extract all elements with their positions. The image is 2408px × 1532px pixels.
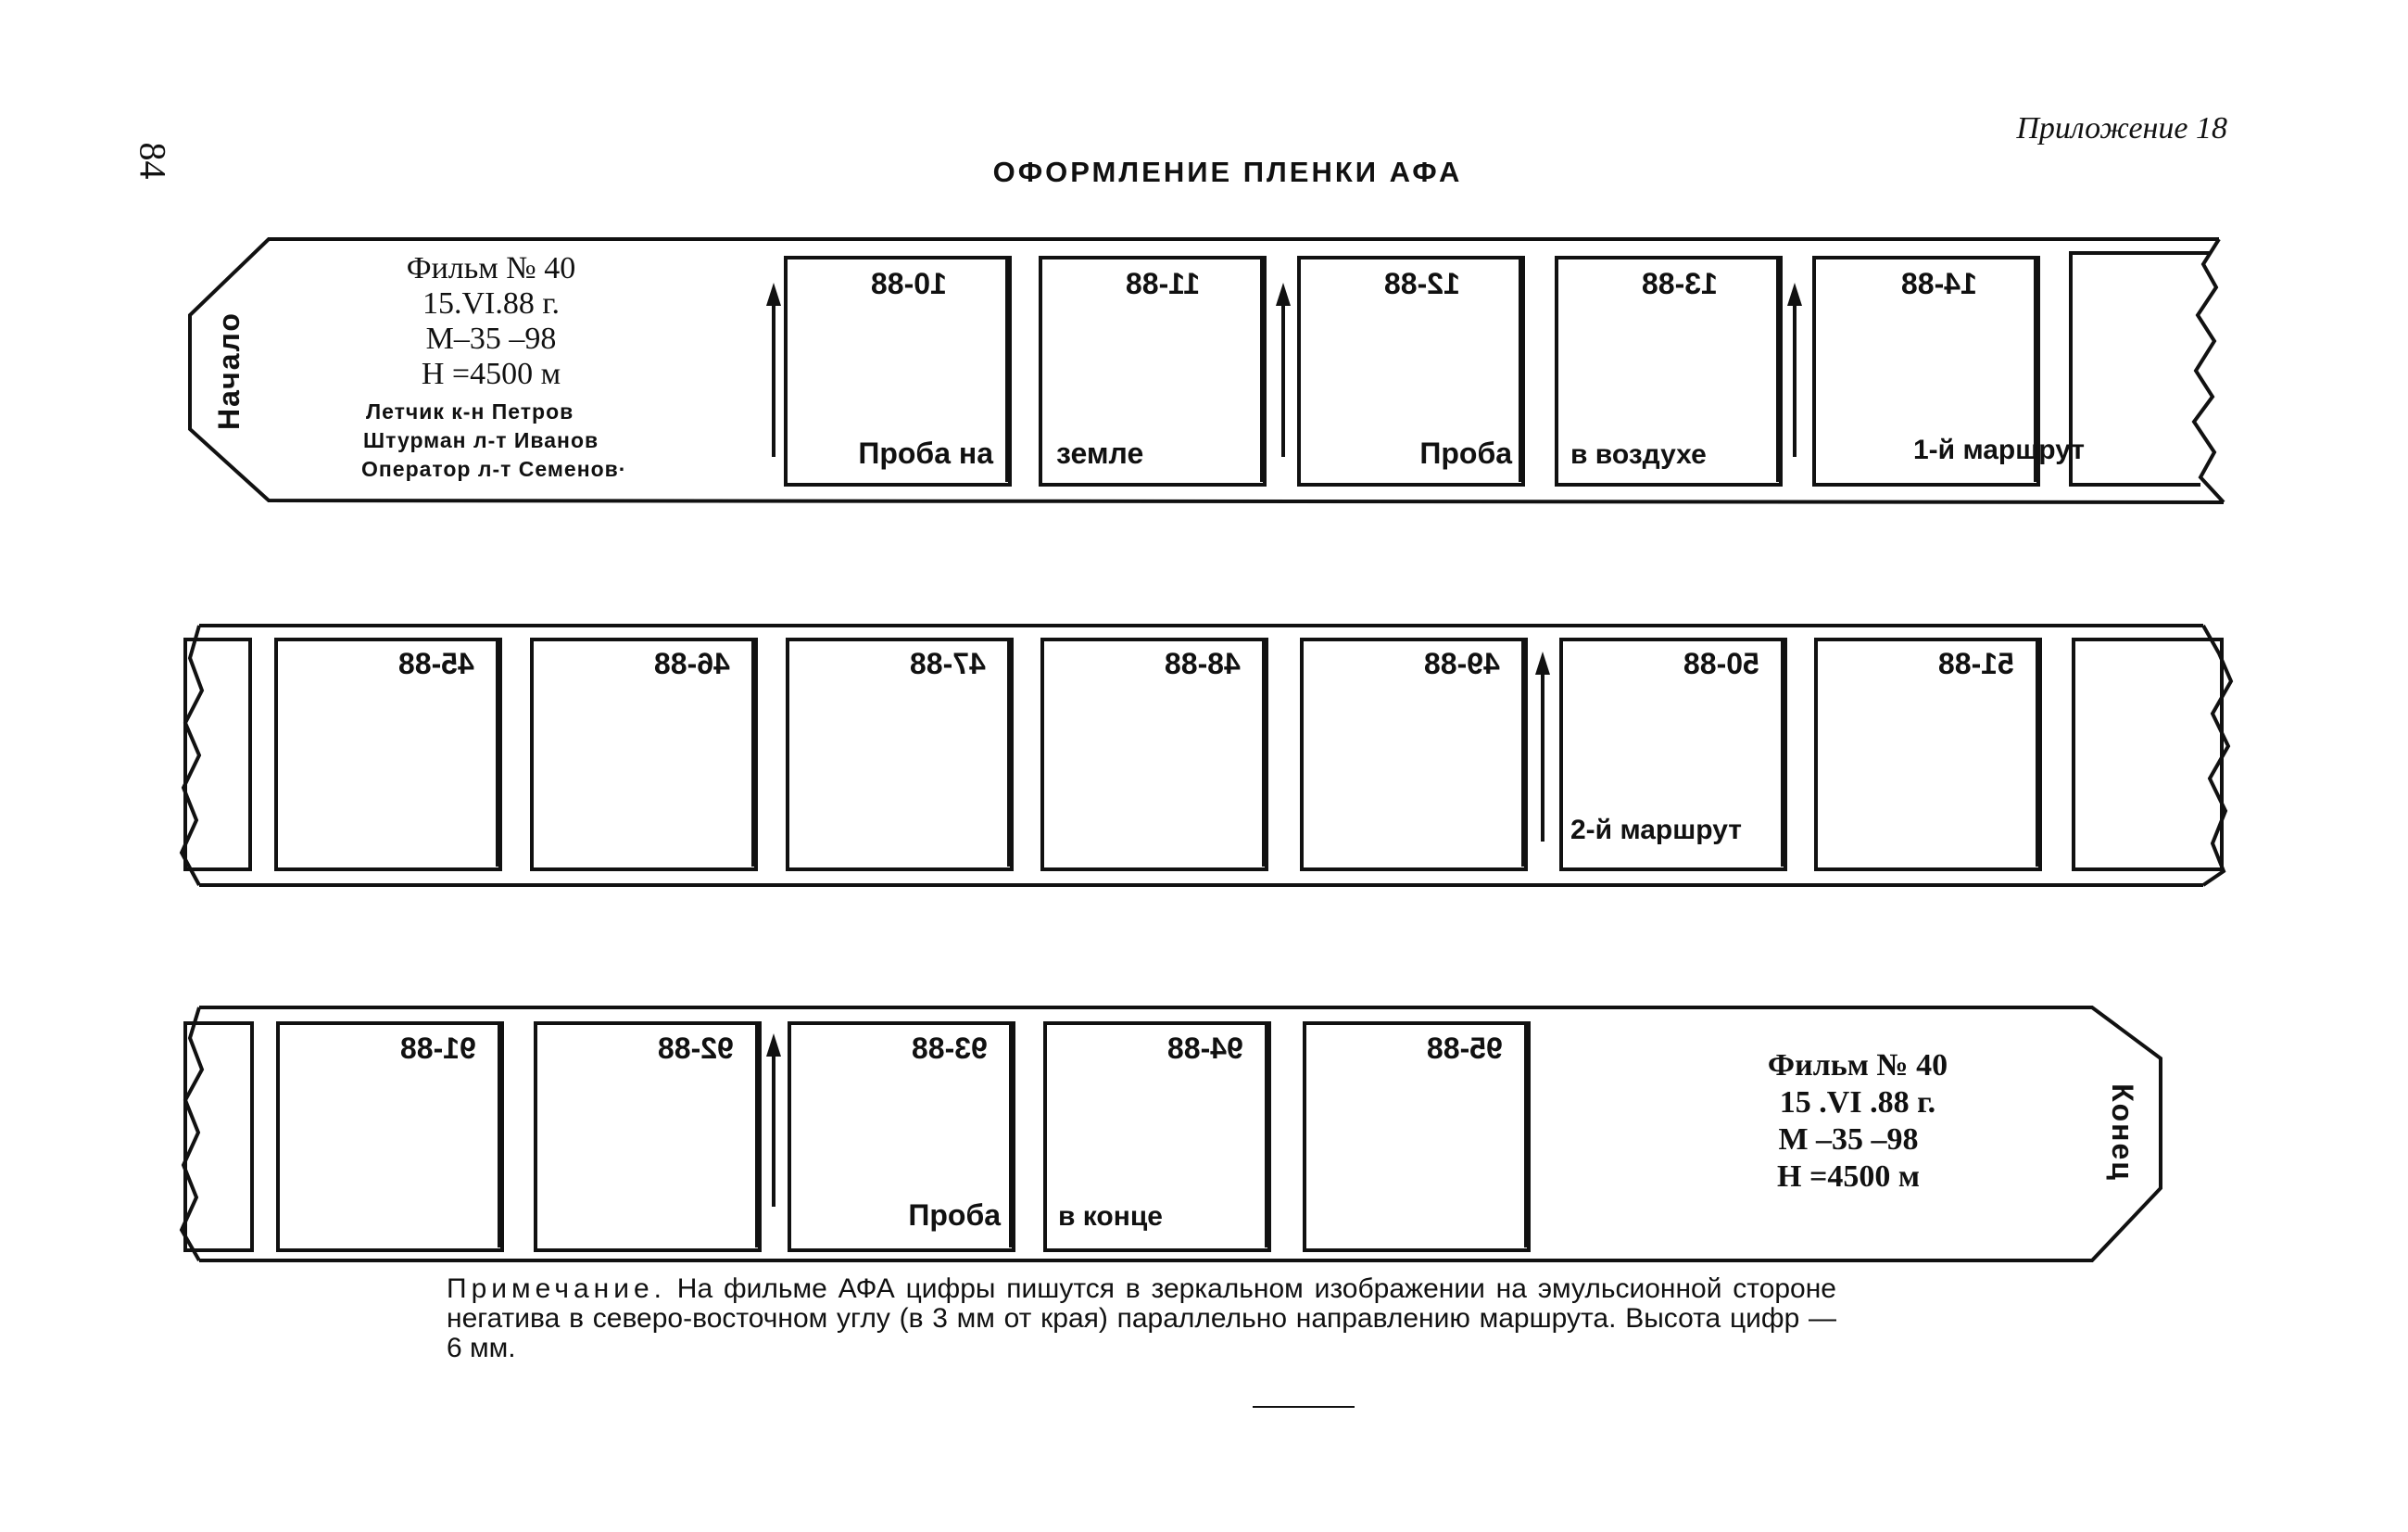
strip-1-info-line: Н =4500 м — [421, 357, 561, 391]
strip-3-info-line: Фильм № 40 — [1767, 1048, 1948, 1083]
frame-caption: 1-й маршрут — [1913, 435, 2085, 465]
end-rule — [1253, 1406, 1355, 1408]
crew-line: Штурман л-т Иванов — [363, 428, 599, 452]
start-label: Начало — [212, 311, 246, 430]
frame-caption: Проба — [908, 1198, 1001, 1232]
frame-caption: 2-й маршрут — [1570, 815, 1742, 845]
frame-number: 11-88 — [1126, 267, 1201, 300]
frame-number: 45-88 — [398, 647, 474, 680]
end-label: Конец — [2106, 1083, 2139, 1182]
frame — [786, 258, 1010, 485]
film-strip-3 — [0, 1003, 2408, 1281]
footnote-text: На фильме АФА цифры пишутся в зеркальном изображении на эмульсионной стороне негатива в северо-восточном углу (в 3 мм от края) параллельно направлению маршрута. Высота цифр — 6 мм. — [447, 1273, 1836, 1363]
frame — [1299, 258, 1523, 485]
page-title: ОФОРМЛЕНИЕ ПЛЕНКИ АФА — [992, 156, 1463, 188]
frame — [1302, 639, 1526, 869]
partial-frame — [2071, 253, 2210, 485]
frame — [1045, 1023, 1269, 1250]
film-strip-1 — [0, 232, 2408, 510]
frame-number: 92-88 — [658, 1032, 734, 1065]
frame-number: 95-88 — [1427, 1032, 1503, 1065]
frame — [536, 1023, 760, 1250]
route-arrow — [1787, 283, 1802, 457]
appendix-label: Приложение 18 — [2016, 111, 2227, 146]
film-strip-2 — [0, 616, 2408, 913]
crew-line: Летчик к-н Петров — [366, 399, 574, 424]
frame-number: 47-88 — [910, 647, 986, 680]
frame — [788, 639, 1012, 869]
route-arrow — [1535, 652, 1550, 842]
frame-number: 93-88 — [912, 1032, 988, 1065]
frame — [1816, 639, 2040, 869]
route-arrow — [1276, 283, 1291, 457]
frame — [789, 1023, 1014, 1250]
page-number: 84 — [132, 142, 174, 180]
footnote-label: Примечание. — [447, 1273, 666, 1304]
strip-3-info-line: Н =4500 м — [1777, 1159, 1920, 1194]
frame-number: 10-88 — [871, 267, 947, 300]
footnote — [447, 1274, 1836, 1363]
frame — [1557, 258, 1781, 485]
frame-number: 14-88 — [1901, 267, 1977, 300]
strip-2-right-torn-edge — [2203, 626, 2231, 885]
frame — [1042, 639, 1267, 869]
frame-number: 49-88 — [1424, 647, 1500, 680]
frame — [1561, 639, 1785, 869]
frame — [1305, 1023, 1529, 1250]
strip-1-info-line: М–35 –98 — [425, 322, 557, 356]
frame — [276, 639, 500, 869]
frame-caption: в конце — [1058, 1201, 1163, 1232]
frame-number: 50-88 — [1683, 647, 1759, 680]
frame — [1814, 258, 2085, 485]
frame-caption: Проба — [1419, 437, 1512, 470]
frame-number: 94-88 — [1167, 1032, 1243, 1065]
frame-number: 91-88 — [400, 1032, 476, 1065]
frame-caption: в воздухе — [1570, 439, 1707, 470]
frame-caption: земле — [1056, 437, 1144, 470]
frame-number: 48-88 — [1165, 647, 1241, 680]
frame — [278, 1023, 502, 1250]
strip-3-info-line: 15 .VI .88 г. — [1779, 1085, 1936, 1120]
route-arrow — [766, 283, 781, 457]
crew-line: Оператор л-т Семенов· — [361, 457, 627, 481]
strip-1-torn-edge — [2194, 239, 2224, 502]
frame — [1040, 258, 1265, 485]
strip-1-info-line: 15.VI.88 г. — [422, 286, 560, 321]
strip-1-info-line: Фильм № 40 — [406, 251, 576, 285]
partial-frame — [2074, 639, 2222, 869]
frame-number: 46-88 — [654, 647, 730, 680]
strip-3-info-line: М –35 –98 — [1778, 1122, 1919, 1157]
route-arrow — [766, 1033, 781, 1207]
frame-number: 12-88 — [1384, 267, 1460, 300]
frame — [532, 639, 756, 869]
frame-number: 13-88 — [1642, 267, 1718, 300]
frame-caption: Проба на — [858, 437, 993, 470]
frame-number: 51-88 — [1938, 647, 2014, 680]
